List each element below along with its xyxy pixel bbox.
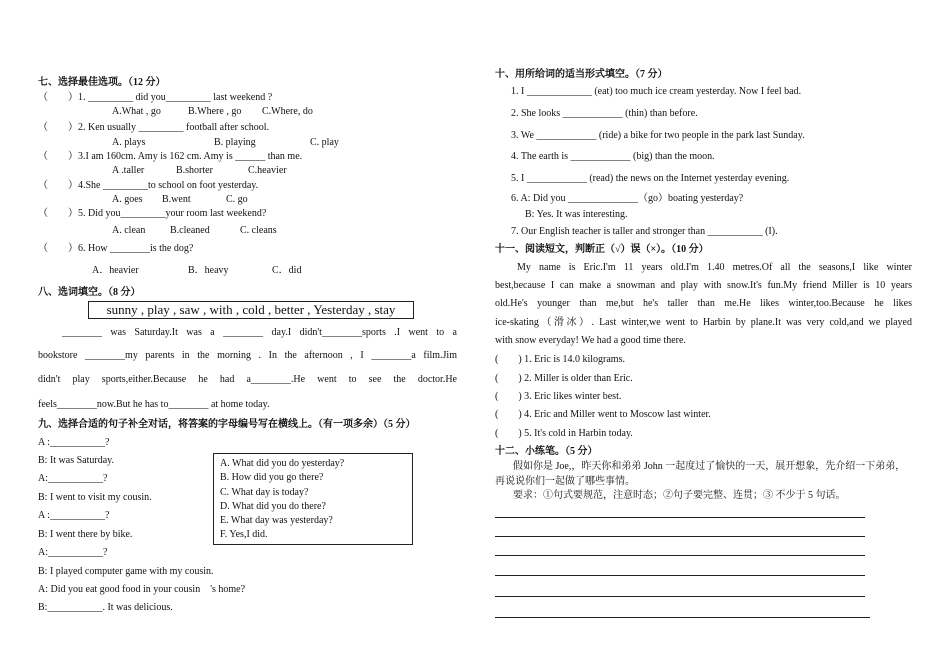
blank-fill-item: 1. I _____________ (eat) too much ice cream yesterday. Now I feel bad. (511, 86, 802, 97)
judge-item: ( ) 4. Eric and Miller went to Moscow last winter. (495, 409, 711, 420)
blank-fill-item: 3. We ____________ (ride) a bike for two people in the park last Sunday. (511, 130, 805, 141)
option-c: C. play (310, 137, 339, 148)
option-c: C. cleans (240, 225, 277, 236)
option-a: A.What , go (112, 106, 161, 117)
dialog-line: B: I went to visit my cousin. (38, 492, 152, 503)
judge-item: ( ) 5. It's cold in Harbin today. (495, 428, 633, 439)
option-b: B.Where , go (188, 106, 242, 117)
answer-option: B. How did you go there? (220, 472, 324, 483)
dialog-line: A: Did you eat good food in your cousin 's home? (38, 584, 246, 595)
option-a: A. clean (112, 225, 146, 236)
blank-fill-item: 7. Our English teacher is taller and stronger than ___________ (I). (511, 226, 778, 237)
judge-item: ( ) 3. Eric likes winter best. (495, 391, 622, 402)
dialog-line: A:___________? (38, 473, 108, 484)
question-7-5: （ ）5. Did you_________your room last weekend? (38, 208, 267, 219)
answer-option: D. What did you do there? (220, 501, 326, 512)
dialog-line: A:___________? (38, 547, 108, 558)
section-8-title: 八、选词填空。（8 分） (38, 287, 141, 298)
writing-prompt: 再说说你们一起做了哪些事情。 (495, 476, 635, 487)
option-b: B．heavy (188, 265, 229, 276)
blank-fill-item: 5. I ____________ (read) the news on the Internet yesterday evening. (511, 173, 790, 184)
option-a: A．heavier (92, 265, 139, 276)
option-b: B.shorter (176, 165, 213, 176)
answer-option: C. What day is today? (220, 487, 309, 498)
cloze-line-2: bookstore ________my parents in the morning . In the afternoon , I ________a film.Jim (38, 350, 457, 361)
cloze-line-1: ________ was Saturday.It was a ________ day.I didn't________sports .I went to a (62, 327, 457, 338)
writing-requirements: 要求：①句式要规范，注意时态；②句子要完整、连贯；③ 不少于 5 句话。 (513, 490, 846, 501)
writing-line (495, 517, 865, 518)
option-b: B.cleaned (170, 225, 210, 236)
option-b: B.went (162, 194, 191, 205)
answer-option: E. What day was yesterday? (220, 515, 333, 526)
judge-item: ( ) 2. Miller is older than Eric. (495, 373, 633, 384)
section-7-title: 七、选择最佳选项。（12 分） (38, 77, 166, 88)
section-12-title: 十二、小练笔。（5 分） (495, 446, 598, 457)
question-7-4: （ ）4.She _________to school on foot yesterday. (38, 180, 259, 191)
right-column (475, 0, 950, 671)
dialog-line: A :___________? (38, 510, 110, 521)
option-c: C.heavier (248, 165, 287, 176)
option-c: C．did (272, 265, 302, 276)
dialog-line: B: It was Saturday. (38, 455, 115, 466)
section-9-title: 九、选择合适的句子补全对话，将答案的字母编号写在横线上。（有一项多余）（5 分） (38, 419, 416, 430)
judge-item: ( ) 1. Eric is 14.0 kilograms. (495, 354, 625, 365)
section-10-title: 十、用所给词的适当形式填空。（7 分） (495, 69, 668, 80)
option-a: A. goes (112, 194, 143, 205)
question-7-3: （ ）3.I am 160cm. Amy is 162 cm. Amy is ______ than me. (38, 151, 303, 162)
option-b: B. playing (214, 137, 256, 148)
question-7-2: （ ）2. Ken usually _________ football after school. (38, 122, 270, 133)
passage-line: My name is Eric.I'm 11 years old.I'm 1.40 metres.Of all the seasons,I like winter (517, 262, 912, 273)
dialog-line: B: I played computer game with my cousin. (38, 566, 214, 577)
blank-fill-item: 4. The earth is ____________ (big) than the moon. (511, 151, 715, 162)
writing-line (495, 617, 870, 618)
dialog-line: B: I went there by bike. (38, 529, 133, 540)
option-a: A .taller (112, 165, 145, 176)
passage-line: best,because I can make a snowman and play with snow.It's fun.My friend Miller is 10 years (495, 280, 912, 291)
blank-fill-item: B: Yes. It was interesting. (525, 209, 628, 220)
passage-line: with snow everyday! We had a good time there. (495, 335, 686, 346)
question-7-1: （ ）1. _________ did you_________ last weekend ? (38, 92, 273, 103)
answer-option: A. What did you do yesterday? (220, 458, 345, 469)
answer-option: F. Yes,I did. (220, 529, 268, 540)
dialog-line: A :___________? (38, 437, 110, 448)
passage-line: ice-skating（滑冰）. Last winter,we went to Harbin by plane.It was very cold,and we played (495, 317, 912, 328)
writing-line (495, 536, 865, 537)
word-bank-box: sunny , play , saw , with , cold , better , Yesterday , stay (88, 301, 414, 319)
option-c: C. go (226, 194, 248, 205)
writing-prompt: 假如你是 Joe,，昨天你和弟弟 John 一起度过了愉快的一天，展开想象，先介绍一下弟弟， (513, 461, 906, 472)
writing-line (495, 555, 865, 556)
dialog-line: B:___________. It was delicious. (38, 602, 173, 613)
writing-line (495, 575, 865, 576)
option-a: A. plays (112, 137, 146, 148)
writing-line (495, 596, 865, 597)
cloze-line-3: didn't play sports,either.Because he had a________.He went to see the doctor.He (38, 374, 457, 385)
option-c: C.Where, do (262, 106, 313, 117)
blank-fill-item: 6. A: Did you ______________（go）boating yesterday? (511, 193, 744, 204)
question-7-6: （ ）6. How ________is the dog? (38, 243, 194, 254)
section-11-title: 十一、阅读短文，判断正（√）误（×）。（10 分） (495, 244, 709, 255)
passage-line: old.He's younger than me,but he's taller than me.He likes winter,too.Because he likes (495, 298, 912, 309)
blank-fill-item: 2. She looks ____________ (thin) than before. (511, 108, 698, 119)
cloze-line-4: feels________now.But he has to________ at home today. (38, 399, 270, 410)
